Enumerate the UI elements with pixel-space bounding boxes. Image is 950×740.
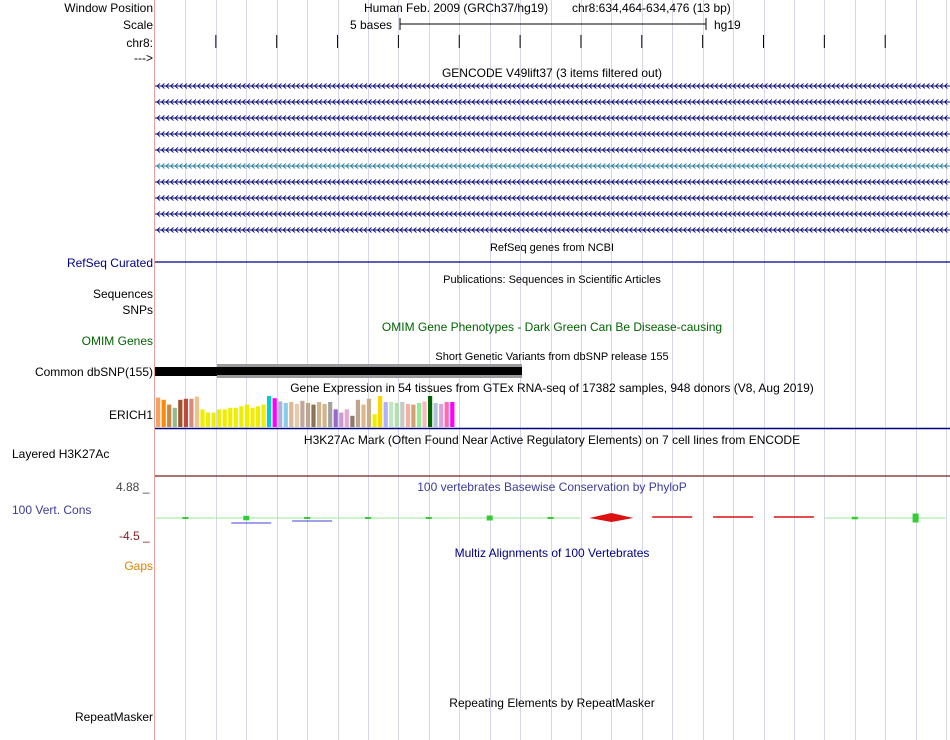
gtex-tissue-bar	[167, 405, 171, 427]
gtex-tissue-bar	[378, 396, 382, 427]
gtex-tissue-bar	[356, 400, 360, 427]
base-guideline	[885, 0, 886, 740]
phylop-track-title: 100 vertebrates Basewise Conservation by PhyloP	[417, 480, 687, 494]
gtex-tissue-bar	[178, 400, 182, 427]
gaps-label: Gaps	[124, 559, 153, 573]
gtex-label[interactable]: ERICH1	[108, 408, 153, 422]
base-guideline	[429, 0, 430, 740]
gtex-tissue-bar	[195, 397, 199, 427]
gtex-tissue-bar	[156, 398, 160, 427]
gtex-tissue-bar	[173, 408, 177, 427]
base-guideline	[398, 0, 399, 740]
repeatmasker-label[interactable]: RepeatMasker	[74, 710, 153, 724]
window-position-label: Window Position	[64, 1, 153, 15]
gtex-tissue-bar	[162, 400, 166, 427]
gencode-strand-chevrons	[157, 164, 948, 169]
refseq-track-title: RefSeq genes from NCBI	[489, 242, 615, 254]
base-guideline	[520, 0, 521, 740]
gtex-tissue-bar	[361, 405, 365, 427]
gtex-tissue-bar	[295, 404, 299, 427]
repeatmasker-track-title: Repeating Elements by RepeatMasker	[449, 696, 655, 710]
scale-db: hg19	[714, 18, 741, 32]
gtex-tissue-bar	[411, 405, 415, 427]
scale-text: 5 bases	[350, 18, 393, 32]
gencode-strand-chevrons	[157, 84, 948, 89]
gencode-track-title: GENCODE V49lift37 (3 items filtered out)	[441, 66, 663, 80]
gtex-tissue-bar	[445, 402, 449, 427]
gtex-tissue-bar	[439, 404, 443, 427]
gtex-tissue-bar	[434, 403, 438, 427]
gtex-tissue-bar	[406, 404, 410, 427]
gtex-tissue-bar	[234, 408, 238, 427]
omim-label[interactable]: OMIM Genes	[81, 334, 153, 348]
gtex-tissue-bar	[223, 409, 227, 427]
gencode-strand-chevrons	[157, 180, 948, 185]
base-guideline	[307, 0, 308, 740]
gtex-tissue-bar	[300, 401, 304, 427]
base-guideline	[794, 0, 795, 740]
base-guideline	[946, 0, 947, 740]
cons-label[interactable]: 100 Vert. Cons	[12, 503, 92, 517]
gtex-tissue-bar	[189, 399, 193, 427]
gtex-tissue-bar	[339, 413, 343, 427]
gtex-tissue-bar	[228, 408, 232, 427]
gtex-tissue-bar	[323, 404, 327, 427]
gencode-strand-chevrons	[157, 196, 948, 201]
base-guideline	[216, 0, 217, 740]
base-guideline	[916, 0, 917, 740]
gtex-tissue-bar	[384, 402, 388, 427]
scale-label: Scale	[122, 18, 153, 32]
publications-label-snps[interactable]: SNPs	[122, 303, 153, 317]
base-guideline	[459, 0, 460, 740]
gtex-tissue-bar	[206, 413, 210, 427]
publications-label-sequences[interactable]: Sequences	[92, 287, 153, 301]
base-guideline	[185, 0, 186, 740]
dbsnp-label[interactable]: Common dbSNP(155)	[34, 365, 153, 379]
gtex-tissue-bar	[422, 401, 426, 427]
gtex-track-title: Gene Expression in 54 tissues from GTEx RNA-seq of 17382 samples, 948 donors (V8, Aug 2019)	[290, 381, 814, 395]
gtex-tissue-bar	[373, 414, 377, 427]
gencode-strand-chevrons	[157, 132, 948, 137]
gencode-strand-chevrons	[157, 100, 948, 105]
gtex-tissue-bar	[350, 416, 354, 427]
publications-track-title: Publications: Sequences in Scientific Articles	[443, 274, 661, 286]
position-readout: chr8:634,464-634,476 (13 bp)	[572, 1, 731, 15]
gtex-tissue-bar	[311, 405, 315, 427]
gtex-tissue-bar	[217, 409, 221, 427]
gtex-tissue-bar	[328, 402, 332, 427]
gtex-tissue-bar	[278, 401, 282, 427]
base-guideline	[338, 0, 339, 740]
image-left-boundary	[154, 0, 155, 740]
refseq-label[interactable]: RefSeq Curated	[66, 256, 153, 270]
gtex-tissue-bar	[256, 406, 260, 427]
base-guideline	[733, 0, 734, 740]
gencode-strand-chevrons	[157, 116, 948, 121]
dbsnp-track-title: Short Genetic Variants from dbSNP release 155	[435, 351, 669, 363]
h3k27ac-label[interactable]: Layered H3K27Ac	[12, 447, 110, 461]
base-guideline	[764, 0, 765, 740]
gtex-tissue-bar	[262, 405, 266, 427]
multiz-track-title: Multiz Alignments of 100 Vertebrates	[454, 546, 650, 560]
gtex-tissue-bar	[239, 406, 243, 427]
gtex-tissue-bar	[400, 402, 404, 427]
gencode-strand-chevrons	[157, 212, 948, 217]
omim-track-title: OMIM Gene Phenotypes - Dark Green Can Be Disease-causing	[381, 320, 723, 334]
base-guideline	[855, 0, 856, 740]
base-guideline	[824, 0, 825, 740]
base-guideline	[581, 0, 582, 740]
base-guideline	[672, 0, 673, 740]
base-guideline	[551, 0, 552, 740]
gtex-tissue-bar	[200, 409, 204, 427]
dbsnp-variant-indel-base	[217, 375, 522, 378]
dbsnp-variant-indel-cap	[217, 364, 522, 367]
gtex-tissue-bar	[284, 403, 288, 427]
chrom-label: chr8:	[126, 36, 153, 50]
cons-ymax: 4.88 _	[116, 480, 150, 494]
gtex-tissue-bar	[289, 402, 293, 427]
gtex-tissue-bar	[267, 396, 271, 427]
h3k27ac-track-title: H3K27Ac Mark (Often Found Near Active Regulatory Elements) on 7 cell lines from ENCODE	[303, 433, 801, 447]
base-guideline	[246, 0, 247, 740]
base-guideline	[277, 0, 278, 740]
assembly-title: Human Feb. 2009 (GRCh37/hg19)	[364, 1, 549, 15]
cons-ymin: -4.5 _	[119, 529, 150, 543]
base-guideline	[490, 0, 491, 740]
gtex-tissue-bar	[317, 402, 321, 427]
gtex-tissue-bar	[417, 403, 421, 427]
gencode-strand-chevrons	[157, 148, 948, 153]
gencode-strand-chevrons	[157, 228, 948, 233]
base-guideline	[368, 0, 369, 740]
gtex-tissue-bar	[450, 402, 454, 427]
gtex-tissue-bar	[345, 409, 349, 427]
base-guideline	[703, 0, 704, 740]
gtex-tissue-bar	[389, 402, 393, 427]
base-guideline	[642, 0, 643, 740]
base-guideline	[611, 0, 612, 740]
strand-label: --->	[134, 51, 153, 65]
gtex-tissue-bar	[250, 408, 254, 427]
